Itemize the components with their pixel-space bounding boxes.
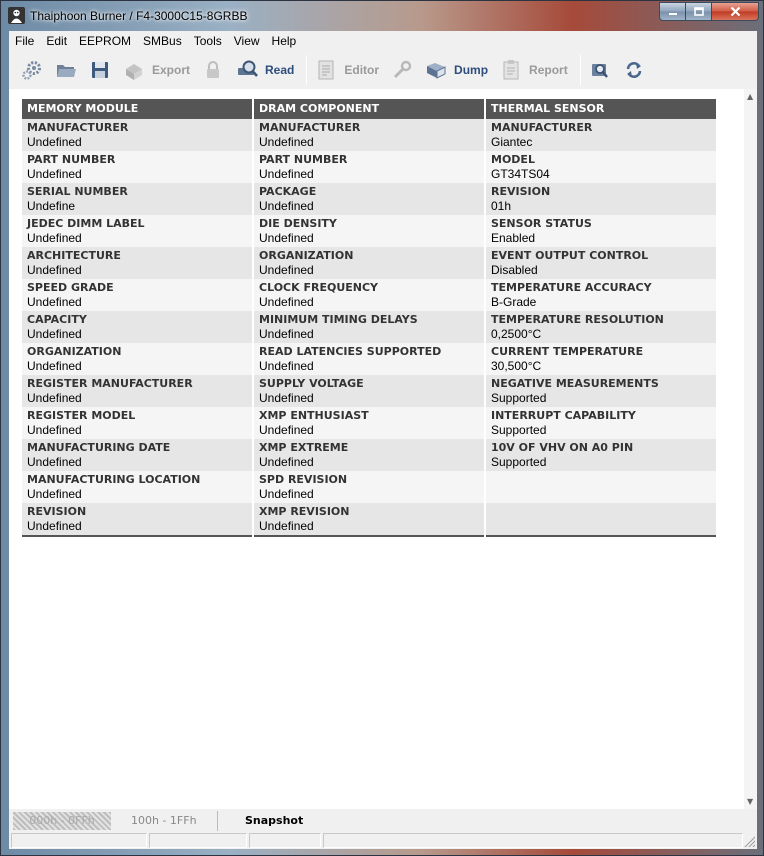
- maximize-icon: [694, 7, 704, 17]
- table-row: [22, 471, 252, 503]
- field-label: ORGANIZATION: [259, 249, 354, 262]
- field-label: XMP REVISION: [259, 505, 350, 518]
- tab-snapshot[interactable]: Snapshot: [245, 814, 304, 827]
- field-value: Undefined: [27, 423, 82, 437]
- column-header: THERMAL SENSOR: [486, 99, 716, 119]
- field-value: Supported: [491, 455, 547, 469]
- field-value: B-Grade: [491, 295, 537, 309]
- table-row: [22, 183, 252, 215]
- resize-grip-icon[interactable]: [743, 835, 755, 847]
- close-icon: [730, 6, 741, 17]
- read-magnifier-icon: [236, 59, 258, 81]
- dump-tabs: [9, 809, 757, 831]
- menu-eeprom[interactable]: EEPROM: [79, 34, 132, 48]
- field-value: Undefined: [259, 359, 314, 373]
- table-row: [254, 503, 484, 535]
- column-header: DRAM COMPONENT: [254, 99, 484, 119]
- tab-separator: [217, 811, 218, 831]
- table-row: [254, 343, 484, 375]
- scroll-up-arrow-icon[interactable]: ▲: [747, 92, 754, 101]
- field-label: REVISION: [27, 505, 87, 518]
- report-icon: [500, 59, 522, 81]
- table-row: [254, 407, 484, 439]
- menu-view[interactable]: View: [233, 34, 260, 48]
- field-label: MINIMUM TIMING DELAYS: [259, 313, 418, 326]
- table-row: [486, 375, 716, 407]
- tab-000h-0ffh[interactable]: 000h - 0FFh: [13, 812, 111, 830]
- table-row: [22, 247, 252, 279]
- field-value: 01h: [491, 199, 512, 213]
- save-button[interactable]: [85, 55, 115, 85]
- field-value: Undefined: [259, 519, 314, 533]
- table-row: [22, 119, 252, 151]
- field-value: Undefined: [27, 391, 82, 405]
- export-icon: [123, 59, 145, 81]
- field-value: Undefined: [259, 263, 314, 277]
- field-label: INTERRUPT CAPABILITY: [491, 409, 636, 422]
- save-icon: [89, 59, 111, 81]
- minimize-button[interactable]: [659, 2, 686, 21]
- table-row: [254, 119, 484, 151]
- scroll-down-arrow-icon[interactable]: ▼: [747, 797, 754, 806]
- status-cell: [149, 833, 247, 848]
- search-button[interactable]: [585, 55, 615, 85]
- table-row: [254, 375, 484, 407]
- lock-button[interactable]: [198, 55, 228, 85]
- table-row: [22, 439, 252, 471]
- field-label: MODEL: [491, 153, 535, 166]
- toolbar: [9, 51, 757, 89]
- field-label: PART NUMBER: [259, 153, 348, 166]
- field-label: TEMPERATURE RESOLUTION: [491, 313, 664, 326]
- table-row: [486, 215, 716, 247]
- field-label: CLOCK FREQUENCY: [259, 281, 379, 294]
- field-label: MANUFACTURER: [491, 121, 593, 134]
- app-logo-icon: [8, 7, 25, 24]
- field-label: SENSOR STATUS: [491, 217, 592, 230]
- report-button[interactable]: [496, 55, 572, 85]
- column-header: MEMORY MODULE: [22, 99, 252, 119]
- spd-info-panel: [9, 89, 744, 809]
- table-row: [254, 215, 484, 247]
- tools-button[interactable]: [387, 55, 417, 85]
- field-label: MANUFACTURER: [27, 121, 129, 134]
- field-value: Undefined: [27, 327, 82, 341]
- field-label: REGISTER MODEL: [27, 409, 136, 422]
- tab-100h-1ffh[interactable]: 100h - 1FFh: [131, 814, 197, 827]
- table-row: [486, 247, 716, 279]
- table-row: [22, 407, 252, 439]
- field-value: Undefined: [259, 135, 314, 149]
- field-value: Undefined: [27, 359, 82, 373]
- table-row: [22, 215, 252, 247]
- field-value: 0,2500°C: [491, 327, 542, 341]
- table-row: [486, 343, 716, 375]
- field-label: XMP ENTHUSIAST: [259, 409, 369, 422]
- editor-icon: [315, 59, 337, 81]
- table-row: [254, 471, 484, 503]
- read-button[interactable]: [232, 55, 298, 85]
- menu-smbus[interactable]: SMBus: [143, 34, 182, 48]
- window-title: Thaiphoon Burner / F4-3000C15-8GRBB: [30, 9, 248, 23]
- toolbar-separator: [580, 55, 581, 85]
- table-column: [22, 99, 252, 537]
- field-value: Undefine: [27, 199, 76, 213]
- field-label: REGISTER MANUFACTURER: [27, 377, 193, 390]
- field-label: MANUFACTURER: [259, 121, 361, 134]
- status-cell: [249, 833, 321, 848]
- field-label: SPD REVISION: [259, 473, 348, 486]
- field-value: Undefined: [259, 295, 314, 309]
- field-label: SPEED GRADE: [27, 281, 114, 294]
- wrench-icon: [391, 59, 413, 81]
- refresh-icon: [623, 59, 645, 81]
- field-value: Supported: [491, 423, 547, 437]
- field-value: Undefined: [27, 455, 82, 469]
- field-value: Giantec: [491, 135, 533, 149]
- field-value: Undefined: [259, 199, 314, 213]
- table-row: [486, 119, 716, 151]
- minimize-icon: [668, 7, 678, 17]
- table-column: [486, 99, 716, 537]
- table-row: [486, 439, 716, 471]
- caption-buttons: [659, 2, 759, 21]
- field-label: TEMPERATURE ACCURACY: [491, 281, 652, 294]
- table-row: [254, 183, 484, 215]
- field-label: REVISION: [491, 185, 551, 198]
- gears-icon: [21, 59, 43, 81]
- lock-icon: [202, 59, 224, 81]
- dump-button[interactable]: [421, 55, 492, 85]
- read-label: Read: [265, 63, 295, 77]
- table-row: [486, 407, 716, 439]
- field-label: SERIAL NUMBER: [27, 185, 128, 198]
- table-row: [254, 151, 484, 183]
- export-button[interactable]: [119, 55, 194, 85]
- field-value: Undefined: [27, 487, 82, 501]
- menu-help[interactable]: Help: [271, 34, 297, 48]
- maximize-button[interactable]: [686, 2, 712, 21]
- table-row: [254, 311, 484, 343]
- table-row: [22, 503, 252, 535]
- table-row: [486, 279, 716, 311]
- field-label: 10V OF VHV ON A0 PIN: [491, 441, 634, 454]
- field-label: JEDEC DIMM LABEL: [27, 217, 145, 230]
- table-row: [254, 247, 484, 279]
- table-row: [254, 279, 484, 311]
- field-value: Undefined: [259, 487, 314, 501]
- dump-label: Dump: [454, 63, 489, 77]
- table-row: [486, 151, 716, 183]
- field-value: Undefined: [27, 231, 82, 245]
- field-label: NEGATIVE MEASUREMENTS: [491, 377, 659, 390]
- table-row: [22, 151, 252, 183]
- spd-table: [22, 99, 716, 537]
- refresh-button[interactable]: [619, 55, 649, 85]
- status-cell: [323, 833, 743, 848]
- field-label: ORGANIZATION: [27, 345, 122, 358]
- settings-button[interactable]: [17, 55, 47, 85]
- table-row: [486, 311, 716, 343]
- open-button[interactable]: [51, 55, 81, 85]
- menu-edit[interactable]: Edit: [46, 34, 68, 48]
- field-label: CAPACITY: [27, 313, 87, 326]
- field-label: MANUFACTURING LOCATION: [27, 473, 201, 486]
- close-button[interactable]: [712, 2, 759, 21]
- field-value: Undefined: [27, 263, 82, 277]
- field-value: Supported: [491, 391, 547, 405]
- field-value: Undefined: [259, 423, 314, 437]
- column-footer-rule: [254, 535, 484, 537]
- menu-file[interactable]: File: [15, 34, 35, 48]
- editor-label: Editor: [344, 63, 380, 77]
- table-row: [486, 471, 716, 503]
- editor-button[interactable]: [311, 55, 383, 85]
- menu-bar: [9, 31, 757, 51]
- field-label: PACKAGE: [259, 185, 317, 198]
- table-row: [486, 503, 716, 535]
- toolbar-separator: [306, 55, 307, 85]
- field-value: 30,500°C: [491, 359, 542, 373]
- field-label: DIE DENSITY: [259, 217, 337, 230]
- title-bar[interactable]: [1, 1, 764, 31]
- column-footer-rule: [22, 535, 252, 537]
- field-value: Undefined: [259, 167, 314, 181]
- field-label: MANUFACTURING DATE: [27, 441, 171, 454]
- table-column: [254, 99, 484, 537]
- client-area: [9, 31, 757, 849]
- field-label: EVENT OUTPUT CONTROL: [491, 249, 649, 262]
- field-value: Undefined: [259, 391, 314, 405]
- field-value: Undefined: [27, 135, 82, 149]
- table-row: [22, 375, 252, 407]
- status-bar: [9, 831, 757, 849]
- table-row: [22, 311, 252, 343]
- table-row: [22, 343, 252, 375]
- field-label: ARCHITECTURE: [27, 249, 121, 262]
- field-value: Undefined: [259, 231, 314, 245]
- report-label: Report: [529, 63, 568, 77]
- export-label: Export: [152, 63, 191, 77]
- table-row: [22, 279, 252, 311]
- field-label: READ LATENCIES SUPPORTED: [259, 345, 442, 358]
- table-row: [254, 439, 484, 471]
- field-value: Enabled: [491, 231, 536, 245]
- field-value: Undefined: [27, 167, 82, 181]
- table-row: [486, 183, 716, 215]
- column-footer-rule: [486, 535, 716, 537]
- field-value: Undefined: [259, 455, 314, 469]
- field-label: SUPPLY VOLTAGE: [259, 377, 364, 390]
- dump-book-icon: [425, 59, 447, 81]
- field-value: Undefined: [27, 519, 82, 533]
- field-value: Undefined: [27, 295, 82, 309]
- status-cell: [11, 833, 147, 848]
- field-value: GT34TS04: [491, 167, 550, 181]
- field-value: Disabled: [491, 263, 538, 277]
- field-value: Undefined: [259, 327, 314, 341]
- field-label: XMP EXTREME: [259, 441, 349, 454]
- menu-tools[interactable]: Tools: [193, 34, 222, 48]
- folder-icon: [55, 59, 77, 81]
- field-label: PART NUMBER: [27, 153, 116, 166]
- field-label: CURRENT TEMPERATURE: [491, 345, 644, 358]
- search-chip-icon: [589, 59, 611, 81]
- vertical-scrollbar[interactable]: [744, 89, 757, 809]
